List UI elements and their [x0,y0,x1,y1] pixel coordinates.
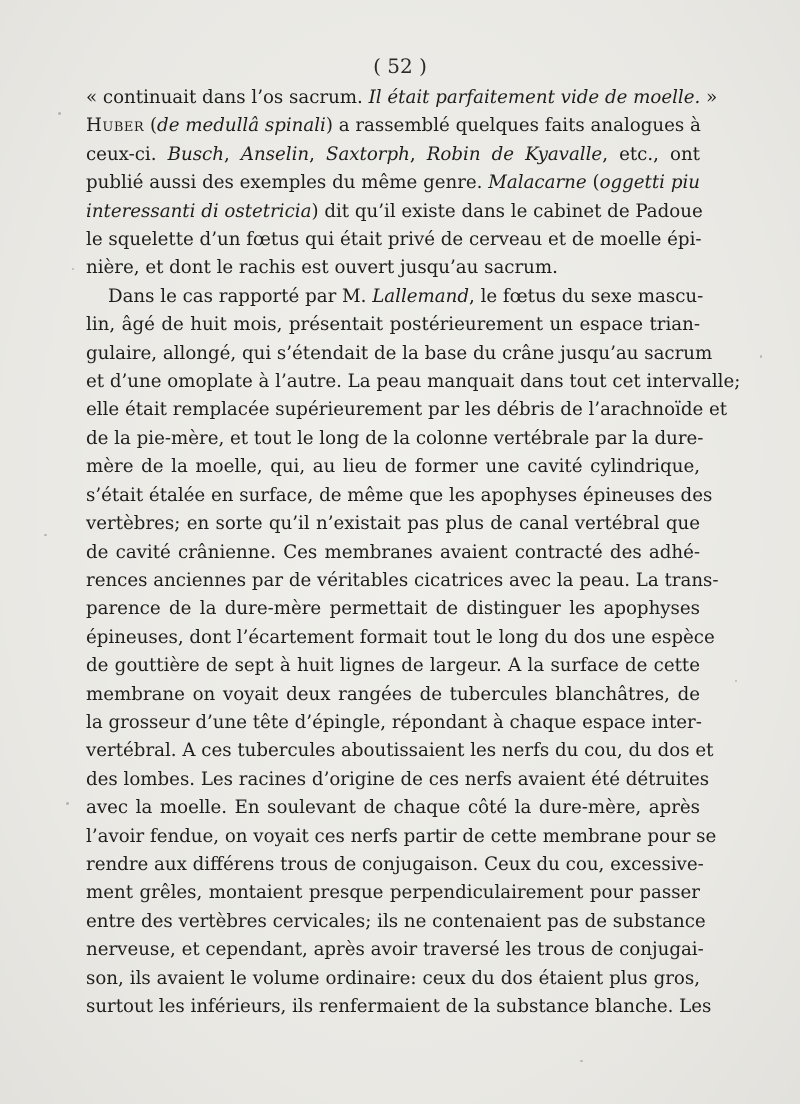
text-line [86,226,700,254]
text-line [86,112,700,140]
text-segment: vertébral. A ces tubercules aboutissaient les nerfs du cou, du dos et [86,740,714,762]
scan-speck [72,268,74,270]
text-segment: surtout les inférieurs, ils renfermaient de la substance blanche. Les [86,996,712,1017]
text-segment: , etc., ont [602,143,700,165]
text-segment: publié aussi des exemples du même genre. [86,172,489,194]
text-segment: parence de la dure-mère permettait de distinguer les apophyses [86,598,700,620]
italic-text: de medullâ spinali [157,115,326,137]
text-segment: , [409,143,427,165]
text-line [86,254,700,282]
text-segment: épineuses, dont l’écartement formait tout le long du dos une espèce [86,626,715,648]
text-line [86,368,741,396]
text-line [86,84,718,112]
text-segment: elle était remplacée supérieurement par les débris de l’arachnoïde et [86,399,728,421]
text-line [86,965,700,993]
text-line [86,681,700,709]
text-line [86,595,700,623]
text-line [86,737,714,765]
text-line [86,510,700,538]
text-segment: gulaire, allongé, qui s’étendait de la base du crâne jusqu’au sacrum [86,342,713,364]
text-segment: » [700,87,718,108]
scan-speck [760,355,762,358]
body-text [86,84,741,1021]
text-line [86,794,700,822]
text-line [86,311,700,339]
text-segment: ) a rassemblé quelques faits analogues à [325,115,701,137]
text-segment: , [309,143,326,165]
text-segment: ment grêles, montaient presque perpendiculairement pour passer [86,882,700,904]
scan-speck [580,1060,583,1062]
text-segment: rences anciennes par de véritables cicatrices avec la peau. La trans- [86,569,719,591]
text-segment: s’était étalée en surface, de même que les apophyses épineuses des [86,484,713,506]
text-line [86,908,706,936]
text-segment: ) dit qu’il existe dans le cabinet de Padoue [311,200,703,222]
text-line [86,396,728,424]
text-segment: des lombes. Les racines d’origine de ces nerfs avaient été détruites [86,768,710,790]
text-segment: , le fœtus du sexe mascu- [469,285,704,307]
text-line [86,141,700,169]
text-segment: et d’une omoplate à l’autre. La peau manquait dans tout cet intervalle; [86,371,741,393]
small-caps-name: Huber [86,115,145,137]
italic-text: Anselin [240,143,310,165]
text-line [86,340,713,368]
scan-speck [58,112,61,115]
italic-text: Il était parfaitement vide de moelle. [368,87,701,108]
text-line [86,567,719,595]
text-segment: le squelette d’un fœtus qui était privé de cerveau et de moelle épi- [86,229,702,251]
italic-text: Robin de Kyavalle [426,143,603,165]
text-segment: ceux-ci. [86,143,168,165]
scan-speck [44,534,47,536]
text-segment: de cavité crânienne. Ces membranes avaient contracté des adhé- [86,541,700,563]
text-segment: ( [144,115,158,137]
text-line [86,766,710,794]
italic-text: interessanti di ostetricia [86,200,312,222]
text-line [86,823,717,851]
text-segment: ( [586,172,600,194]
text-segment: Dans le cas rapporté par M. [108,285,373,307]
italic-text: Lallemand [372,285,469,307]
italic-text: oggetti piu [599,172,700,194]
text-segment: membrane on voyait deux rangées de tubercules blanchâtres, de [86,683,700,705]
text-line [86,283,704,311]
text-line [86,652,700,680]
text-segment: lin, âgé de huit mois, présentait postérieurement un espace trian- [86,314,700,336]
scan-speck [735,680,737,682]
scan-speck [66,802,69,805]
text-segment: vertèbres; en sorte qu’il n’existait pas plus de canal vertébral que [86,513,700,535]
italic-text: Busch [167,143,224,165]
text-line [86,993,712,1021]
text-segment: de la pie-mère, et tout le long de la colonne vertébrale par la dure- [86,427,704,449]
text-segment: rendre aux différens trous de conjugaison. Ceux du cou, excessive- [86,853,704,875]
text-segment: , [223,143,241,165]
text-segment: la grosseur d’une tête d’épingle, répondant à chaque espace inter- [86,711,702,733]
italic-text: Saxtorph [325,143,410,165]
text-segment: l’avoir fendue, on voyait ces nerfs partir de cette membrane pour se [86,825,717,847]
text-segment: entre des vertèbres cervicales; ils ne contenaient pas de substance [86,910,706,932]
text-line [86,851,704,879]
text-line [86,425,704,453]
text-segment: nière, et dont le rachis est ouvert jusqu’au sacrum. [86,257,558,279]
page-number: ( 52 ) [373,54,427,78]
text-line [86,482,713,510]
text-segment: son, ils avaient le volume ordinaire: ceux du dos étaient plus gros, [86,967,700,989]
text-line [86,198,703,226]
text-line [86,936,704,964]
text-segment: mère de la moelle, qui, au lieu de former une cavité cylindrique, [86,456,700,478]
text-line [86,539,700,567]
italic-text: Malacarne [488,172,587,194]
text-line [86,709,700,737]
text-line [86,624,715,652]
text-line [86,169,700,197]
scan-speck [410,1010,412,1012]
text-segment: avec la moelle. En soulevant de chaque côté la dure-mère, après [86,797,700,819]
text-line [86,453,700,481]
text-segment: nerveuse, et cependant, après avoir traversé les trous de conjugai- [86,939,704,961]
text-segment: « continuait dans l’os sacrum. [86,87,369,108]
text-segment: de gouttière de sept à huit lignes de largeur. A la surface de cette [86,655,700,677]
text-line [86,879,700,907]
